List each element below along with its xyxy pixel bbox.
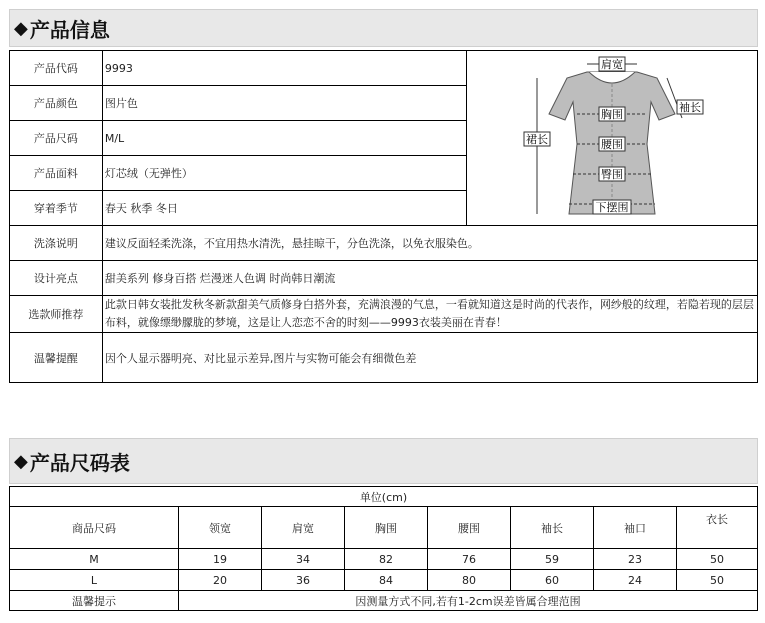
value-cell: 59 — [511, 549, 594, 570]
table-row — [10, 487, 758, 507]
label-length: 裙长 — [526, 133, 549, 146]
table-row — [10, 51, 758, 86]
table-row — [10, 333, 758, 383]
row-value: 图片色 — [102, 86, 466, 121]
dress-diagram-icon — [507, 54, 717, 219]
row-label: 洗涤说明 — [10, 226, 103, 261]
header-cell: 领宽 — [179, 507, 262, 549]
product-info-title: 产品信息 — [29, 17, 110, 42]
value-cell: 20 — [179, 570, 262, 591]
value-cell: 50 — [677, 570, 758, 591]
row-label: 穿着季节 — [10, 191, 103, 226]
value-cell: 84 — [345, 570, 428, 591]
row-label: 产品面料 — [10, 156, 103, 191]
value-cell: 19 — [179, 549, 262, 570]
diamond-icon: ◆ — [14, 450, 28, 472]
value-cell: 50 — [677, 549, 758, 570]
note-label: 温馨提示 — [10, 591, 179, 611]
header-cell: 肩宽 — [262, 507, 345, 549]
diamond-icon: ◆ — [14, 17, 28, 39]
table-row — [10, 226, 758, 261]
table-row — [10, 296, 758, 333]
size-chart-section — [9, 438, 758, 611]
size-chart-title: 产品尺码表 — [29, 450, 130, 475]
row-value: M/L — [102, 121, 466, 156]
product-info-table — [9, 50, 758, 383]
header-cell: 袖口 — [594, 507, 677, 549]
row-value: 建议反面轻柔洗涤，不宜用热水清洗，悬挂晾干，分色洗涤，以免衣服染色。 — [102, 226, 757, 261]
header-cell: 衣长 — [677, 507, 758, 549]
row-label: 温馨提醒 — [10, 333, 103, 383]
value-cell: 80 — [428, 570, 511, 591]
value-cell: 82 — [345, 549, 428, 570]
label-chest: 胸围 — [601, 108, 624, 121]
label-sleeve: 袖长 — [679, 101, 702, 114]
table-row — [10, 507, 758, 549]
unit-label: 单位(cm) — [10, 487, 758, 507]
row-label: 产品颜色 — [10, 86, 103, 121]
size-chart-table — [9, 486, 758, 611]
row-value: 因个人显示器明亮、对比显示差异,图片与实物可能会有细微色差 — [102, 333, 757, 383]
value-cell: 23 — [594, 549, 677, 570]
value-cell: 76 — [428, 549, 511, 570]
header-cell: 商品尺码 — [10, 507, 179, 549]
label-shoulder: 肩宽 — [601, 58, 624, 71]
table-row — [10, 591, 758, 611]
size-chart-header — [9, 438, 758, 484]
table-row — [10, 549, 758, 570]
table-row — [10, 570, 758, 591]
size-cell: L — [10, 570, 179, 591]
row-value: 甜美系列 修身百搭 烂漫迷人色调 时尚韩日潮流 — [102, 261, 757, 296]
value-cell: 24 — [594, 570, 677, 591]
label-hem: 下摆围 — [595, 201, 629, 214]
value-cell: 34 — [262, 549, 345, 570]
note-text: 因测量方式不同,若有1-2cm误差皆属合理范围 — [179, 591, 758, 611]
table-row — [10, 261, 758, 296]
label-waist: 腰围 — [601, 138, 624, 151]
header-cell: 胸围 — [345, 507, 428, 549]
row-value: 此款日韩女装批发秋冬新款甜美气质修身白搭外套，充满浪漫的气息，一看就知道这是时尚的代表作，网纱般的纹理，若隐若现的层层布料，就像缥缈朦胧的梦境，这是让人恋恋不舍的时刻——9993衣装美丽在青春！ — [102, 296, 757, 333]
value-cell: 60 — [511, 570, 594, 591]
label-hip: 臀围 — [601, 168, 624, 181]
row-label: 设计亮点 — [10, 261, 103, 296]
size-diagram — [467, 51, 758, 226]
product-info-section — [9, 9, 758, 383]
value-cell: 36 — [262, 570, 345, 591]
row-label: 产品尺码 — [10, 121, 103, 156]
size-cell: M — [10, 549, 179, 570]
header-cell: 腰围 — [428, 507, 511, 549]
row-label: 产品代码 — [10, 51, 103, 86]
product-info-header — [9, 9, 758, 47]
row-value: 灯芯绒（无弹性） — [102, 156, 466, 191]
row-value: 9993 — [102, 51, 466, 86]
row-label: 选款师推荐 — [10, 296, 103, 333]
row-value: 春天 秋季 冬日 — [102, 191, 466, 226]
header-cell: 袖长 — [511, 507, 594, 549]
